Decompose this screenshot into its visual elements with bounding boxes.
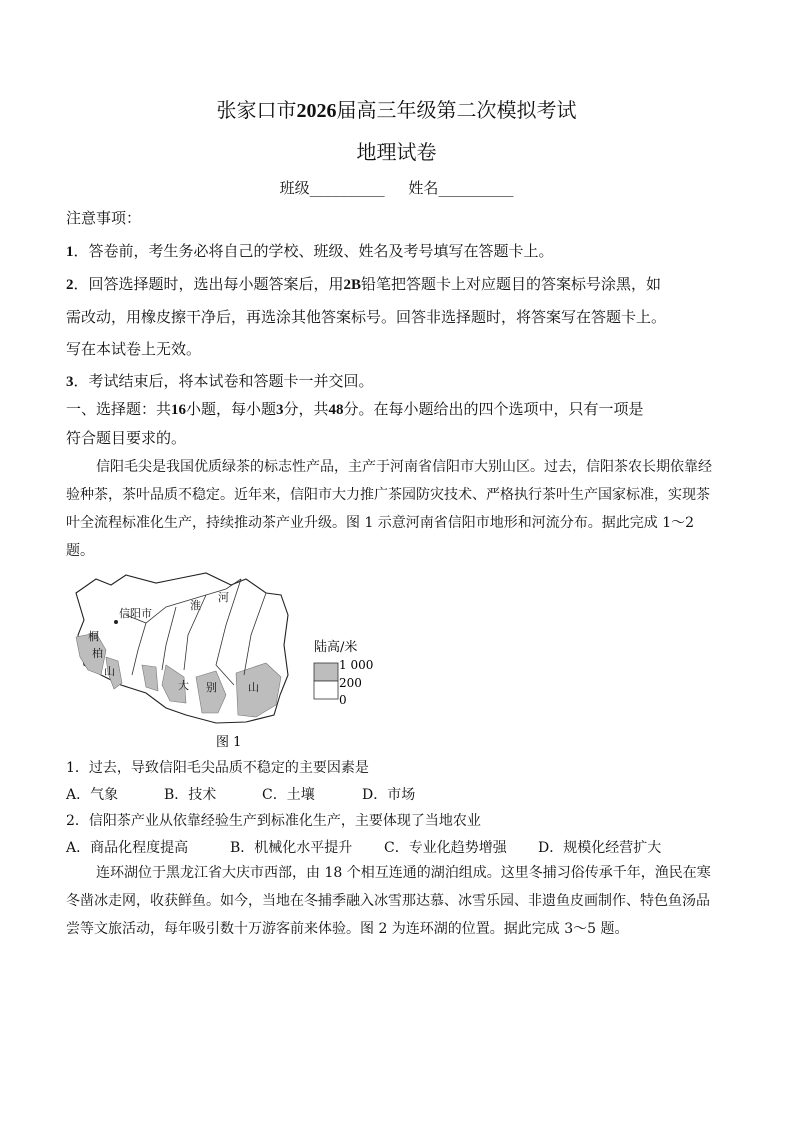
note-text: ．答卷前，考生务必将自己的学校、班级、姓名及考号填写在答题卡上。: [73, 242, 554, 260]
note-2-line-2: 需改动，用橡皮擦干净后，再选涂其他答案标号。回答非选择题时，将答案写在答题卡上。: [66, 308, 667, 326]
student-info: [0, 178, 793, 198]
map-label-bie: 别: [206, 681, 217, 694]
option-a[interactable]: A．商品化程度提高: [66, 840, 189, 856]
note-text: ．回答选择题时，选出每小题答案后，用: [73, 275, 344, 293]
map-label-tong: 桐: [88, 630, 99, 643]
section-heading: [66, 399, 644, 420]
note-3: [66, 371, 374, 392]
passage-1-line: 验种茶，茶叶品质不稳定。近年来，信阳市大力推广茶园防灾技术、严格执行茶叶生产国家标准，实现茶: [66, 487, 710, 503]
title-year: 2026: [296, 100, 337, 122]
legend-swatch-low: [314, 681, 338, 699]
passage-2-line: 尝等文旅活动，每年吸引数十万游客前来体验。图 2 为连环湖的位置。据此完成 3～5 题。: [66, 921, 629, 937]
passage-1-line: 题。: [66, 543, 94, 559]
map-label-bai: 柏: [92, 647, 103, 660]
question-2-options: [66, 838, 661, 858]
note-text: ．考试结束后，将本试卷和答题卡一并交回。: [73, 372, 374, 390]
note-1: [66, 241, 554, 262]
class-label: 班级: [279, 179, 310, 197]
exam-subtitle: 地理试卷: [356, 140, 437, 164]
legend-value: 200: [339, 676, 362, 690]
bold-number: 48: [328, 402, 344, 418]
title-text: 张家口市: [216, 98, 297, 122]
note-text: 铅笔把答题卡上对应题目的答案标号涂黑，如: [361, 275, 662, 293]
figure-1-map: [66, 565, 374, 754]
option-d[interactable]: D．市场: [362, 787, 416, 803]
name-blank: __________: [438, 179, 514, 197]
map-label-da: 大: [178, 679, 189, 692]
bold-number: 16: [171, 402, 187, 418]
text: 分，共: [283, 400, 329, 418]
legend-value: 0: [339, 693, 347, 707]
option-b[interactable]: B．技术: [164, 787, 217, 803]
option-b[interactable]: B．机械化水平提升: [230, 840, 353, 856]
text: 分。在每小题给出的四个选项中，只有一项是: [343, 400, 644, 418]
figure-caption: 图 1: [216, 735, 242, 750]
note-number: 1: [66, 244, 74, 260]
title-text: 届高三年级第二次模拟考试: [336, 98, 577, 122]
legend-swatch-high: [314, 663, 338, 681]
passage-1-line: 信阳毛尖是我国优质绿茶的标志性产品，主产于河南省信阳市大别山区。过去，信阳茶农长期依靠经: [96, 459, 712, 475]
question-2-stem: 2．信阳茶产业从依靠经验生产到标准化生产，主要体现了当地农业: [66, 813, 481, 829]
legend-title: 陆高/米: [314, 640, 358, 655]
option-a[interactable]: A．气象: [66, 787, 119, 803]
city-marker: [114, 620, 118, 624]
question-1-options: [66, 785, 415, 805]
map-label-shan: 山: [104, 665, 115, 678]
note-2-line-3: 写在本试卷上无效。: [66, 340, 202, 358]
map-label-shan: 山: [248, 681, 259, 694]
passage-1-line: 叶全流程标准化生产，持续推动茶产业升级。图 1 示意河南省信阳市地形和河流分布。据此完成 1～2: [66, 515, 695, 531]
text: 小题，每小题: [186, 400, 277, 418]
class-blank: __________: [309, 179, 385, 197]
exam-title: [0, 100, 793, 121]
option-c[interactable]: C．专业化趋势增强: [384, 840, 507, 856]
text: 一、选择题：共: [66, 400, 172, 418]
note-number: 2: [66, 277, 74, 293]
note-2: [66, 274, 661, 295]
map-label-xinyang: 信阳市: [119, 607, 152, 620]
map-label-he: 河: [218, 591, 229, 604]
bold-number: 3: [276, 402, 284, 418]
note-bold: 2B: [343, 277, 362, 293]
notes-heading: 注意事项：: [66, 209, 142, 227]
passage-2-line: 冬凿冰走网，收获鲜鱼。如今，当地在冬捕季融入冰雪那达慕、冰雪乐园、非遗鱼皮画制作、特色鱼汤品: [66, 893, 710, 909]
name-label: 姓名: [408, 179, 439, 197]
option-c[interactable]: C．土壤: [262, 787, 315, 803]
option-d[interactable]: D．规模化经营扩大: [538, 840, 662, 856]
map-label-huai: 淮: [190, 599, 201, 612]
section-heading-line-2: 符合题目要求的。: [66, 429, 187, 447]
passage-2-line: 连环湖位于黑龙江省大庆市西部，由 18 个相互连通的湖泊组成。这里冬捕习俗传承千年，渔民在寒: [96, 865, 711, 881]
legend-value: 1 000: [339, 658, 374, 672]
note-number: 3: [66, 374, 74, 390]
question-1-stem: 1．过去，导致信阳毛尖品质不稳定的主要因素是: [66, 760, 369, 776]
